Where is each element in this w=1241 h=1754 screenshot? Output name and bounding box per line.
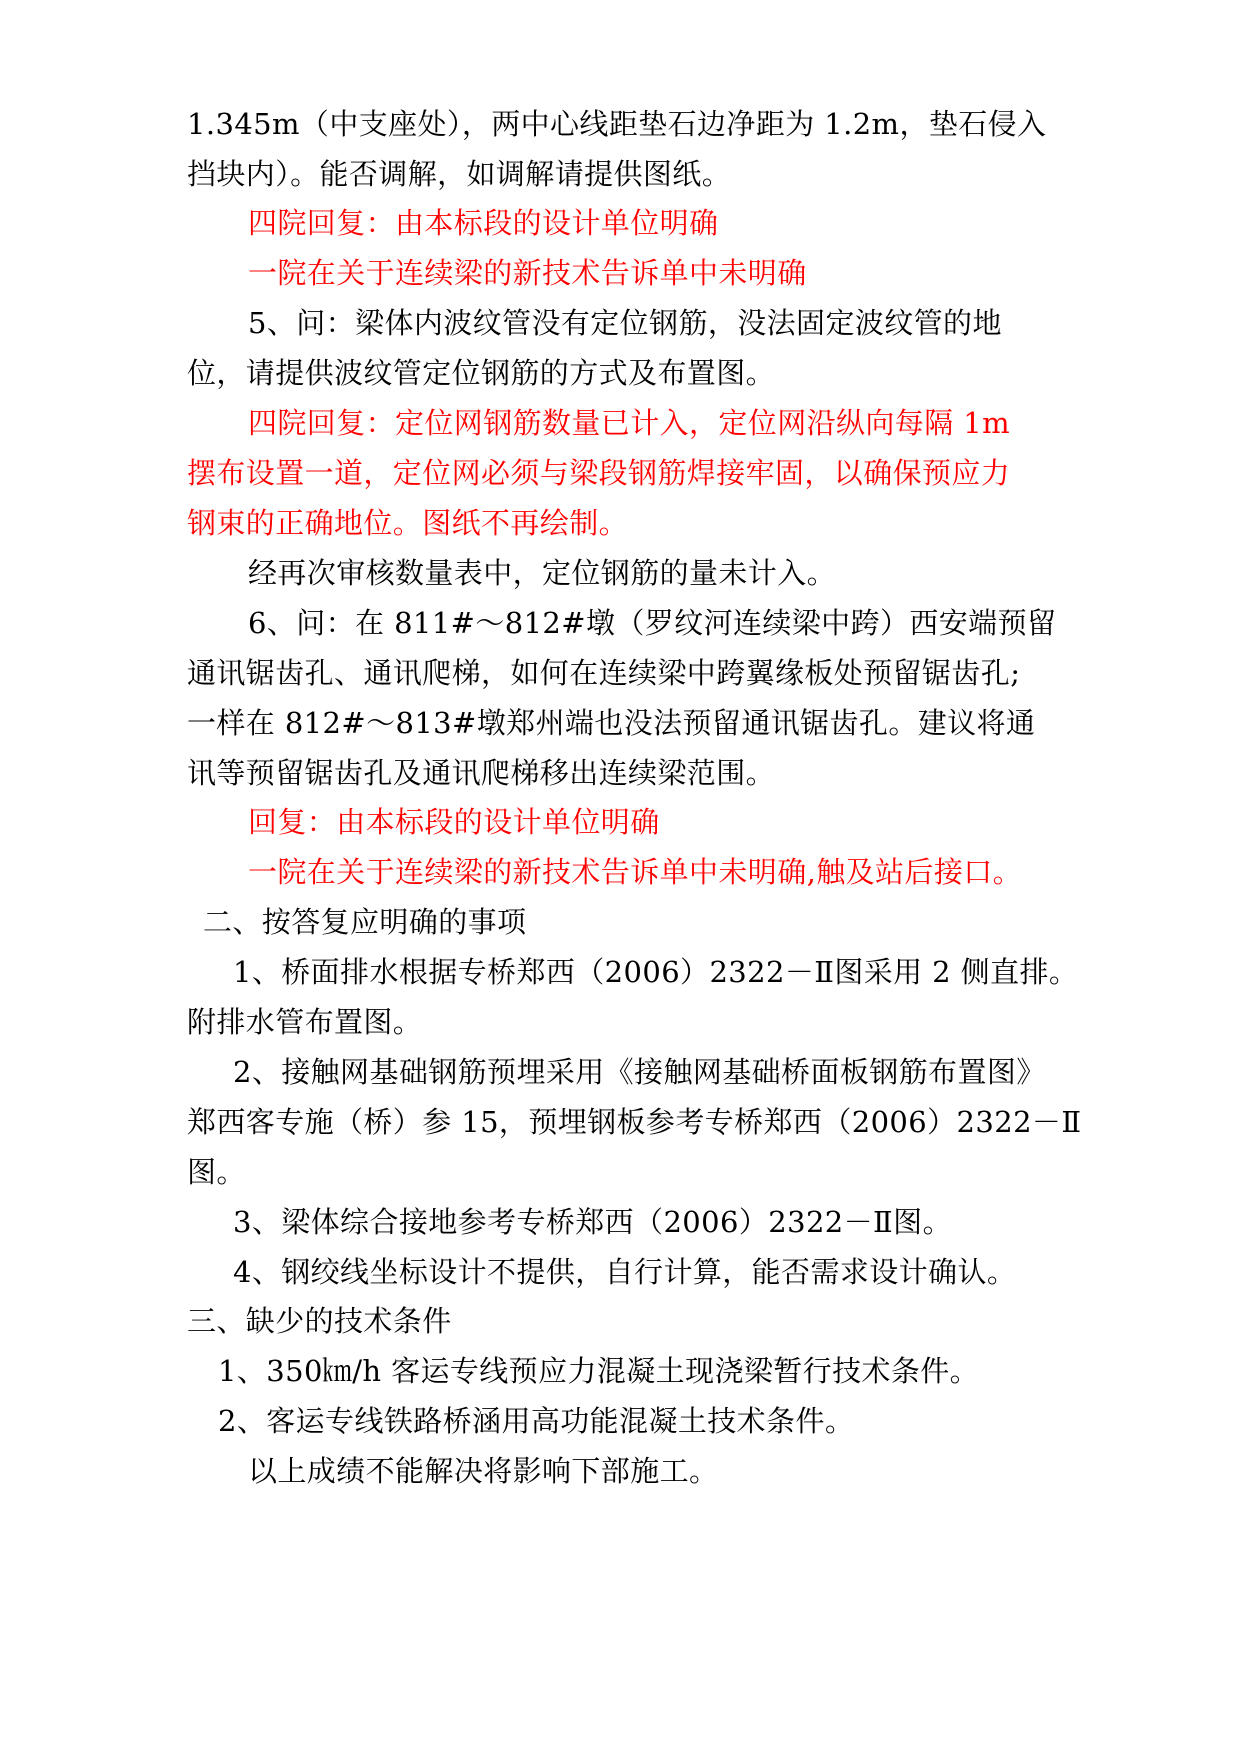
reply-line-7: 一院在关于连续梁的新技术告诉单中未明确,触及站后接口。	[248, 855, 1023, 889]
question-6-line-4: 讯等预留锯齿孔及通讯爬梯移出连续梁范围。	[187, 756, 776, 790]
question-6-line-3: 一样在 812#～813#墩郑州端也没法预留通讯锯齿孔。建议将通	[187, 706, 1036, 740]
item-2-2-line-3: 图。	[187, 1155, 246, 1189]
question-6-line-1: 6、问：在 811#～812#墩（罗纹河连续梁中跨）西安端预留	[248, 606, 1057, 640]
text-line-1: 1.345m（中支座处），两中心线距垫石边净距为 1.2m，垫石侵入	[187, 107, 1047, 141]
reply-line-2: 一院在关于连续梁的新技术告诉单中未明确	[248, 256, 807, 290]
item-2-2-line-2: 郑西客专施（桥）参 15，预埋钢板参考专桥郑西（2006）2322－Ⅱ	[187, 1105, 1082, 1139]
closing-line: 以上成绩不能解决将影响下部施工。	[248, 1454, 719, 1488]
item-3-2: 2、客运专线铁路桥涵用高功能混凝土技术条件。	[218, 1404, 855, 1438]
question-5-line-2: 位，请提供波纹管定位钢筋的方式及布置图。	[187, 356, 776, 390]
item-2-3: 3、梁体综合接地参考专桥郑西（2006）2322－Ⅱ图。	[233, 1205, 952, 1239]
reply-line-3: 四院回复：定位网钢筋数量已计入，定位网沿纵向每隔 1m	[248, 406, 1010, 440]
text-line-2: 挡块内）。能否调解，如调解请提供图纸。	[187, 157, 732, 191]
item-2-4: 4、钢绞线坐标设计不提供，自行计算，能否需求设计确认。	[233, 1255, 1017, 1289]
section-heading-2: 二、按答复应明确的事项	[203, 905, 527, 939]
reply-line-5: 钢束的正确地位。图纸不再绘制。	[187, 506, 629, 540]
item-2-2-line-1: 2、接触网基础钢筋预埋采用《接触网基础桥面板钢筋布置图》	[233, 1055, 1046, 1089]
item-2-1-line-2: 附排水管布置图。	[187, 1005, 423, 1039]
section-heading-3: 三、缺少的技术条件	[187, 1304, 452, 1338]
text-line-review: 经再次审核数量表中，定位钢筋的量未计入。	[248, 556, 837, 590]
question-6-line-2: 通讯锯齿孔、通讯爬梯，如何在连续梁中跨翼缘板处预留锯齿孔;	[187, 656, 1021, 690]
item-2-1-line-1: 1、桥面排水根据专桥郑西（2006）2322－Ⅱ图采用 2 侧直排。	[233, 955, 1079, 989]
reply-line-6: 回复：由本标段的设计单位明确	[248, 805, 660, 839]
reply-line-1: 四院回复：由本标段的设计单位明确	[248, 206, 719, 240]
item-3-1: 1、350㎞/h 客运专线预应力混凝土现浇梁暂行技术条件。	[218, 1354, 980, 1388]
reply-line-4: 摆布设置一道，定位网必须与梁段钢筋焊接牢固，以确保预应力	[187, 456, 1011, 490]
question-5-line-1: 5、问：梁体内波纹管没有定位钢筋，没法固定波纹管的地	[248, 306, 1002, 340]
